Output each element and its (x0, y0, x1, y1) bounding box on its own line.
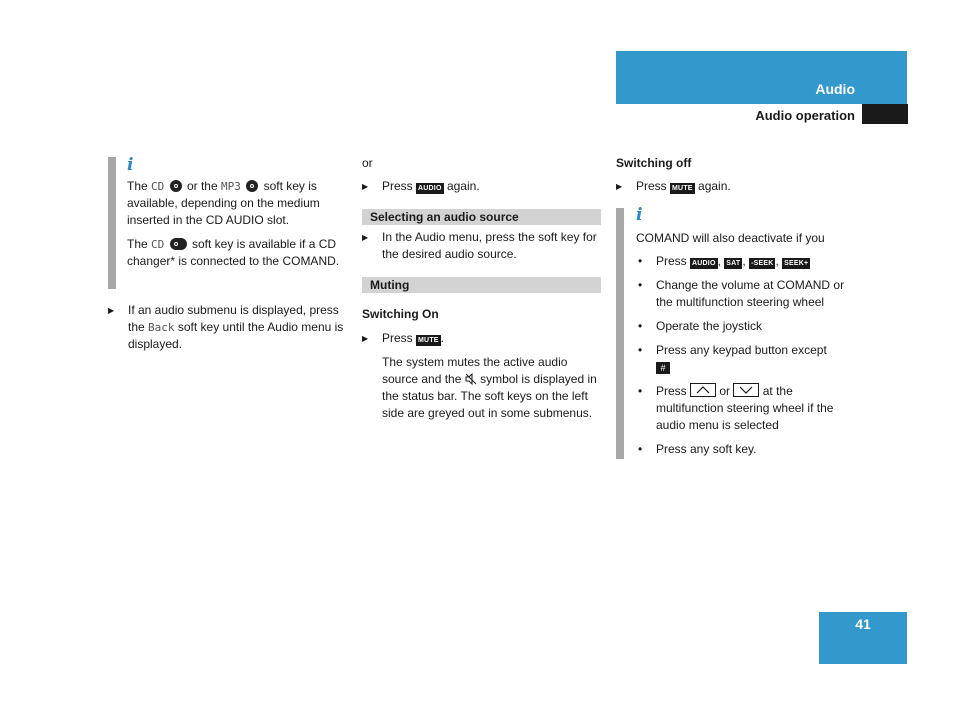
step-item: ▶ Press MUTE . (362, 330, 602, 347)
note-intro: COMAND will also deactivate if you (636, 231, 825, 245)
mute-key-icon: MUTE (418, 337, 439, 344)
step-item: ▶ Press AUDIO again. (362, 178, 602, 195)
step-item: ▶ Press MUTE again. (616, 178, 856, 195)
subheading: Switching On (362, 307, 439, 321)
section-heading: Muting (362, 277, 601, 293)
step-list (108, 302, 348, 353)
step-list (362, 178, 602, 195)
seek-down-key-icon: -SEEK (751, 260, 774, 267)
step-item: ▶ If an audio submenu is displayed, press the Back soft key until the Audio menu is displayed. (108, 302, 348, 353)
section-title: Audio (815, 81, 855, 97)
knob-double-icon (170, 238, 187, 250)
arrow-up-button-icon (690, 383, 716, 397)
bullet-item: • Press any soft key. (636, 441, 858, 458)
note-bar (616, 208, 624, 459)
seek-up-key-icon: SEEK+ (784, 260, 809, 267)
knob-icon (246, 180, 258, 192)
audio-key-icon: AUDIO (418, 185, 442, 192)
section-heading: Selecting an audio source (362, 209, 601, 225)
bullet-item: • Operate the joystick (636, 318, 858, 335)
bullet-item: • Press any keypad button except # (636, 342, 858, 376)
subsection-title: Audio operation (755, 108, 855, 123)
mute-description: The system mutes the active audio source and the symbol is displayed in the status bar. The soft keys on the left side are greyed out in some submenus. (382, 355, 597, 420)
header-marker (862, 104, 908, 124)
speaker-muted-icon (465, 373, 477, 385)
step-item: ▶ In the Audio menu, press the soft key for the desired audio source. (362, 229, 602, 263)
note-paragraph: The CD or the MP3 soft key is available, depending on the medium inserted in the CD AUDIO slot. (127, 179, 320, 227)
bullet-item: • Press or at the multifunction steering wheel if the audio menu is selected (636, 383, 858, 434)
section-header-tab (616, 51, 907, 104)
or-text: or (362, 156, 373, 170)
page-number-tab (819, 612, 907, 664)
knob-icon (170, 180, 182, 192)
info-icon: i (127, 155, 134, 175)
bullet-item: • Change the volume at COMAND or the multifunction steering wheel (636, 277, 858, 311)
note-box-2 (636, 206, 858, 465)
subheading: Switching off (616, 156, 692, 170)
audio-key-icon: AUDIO (692, 260, 716, 267)
step-list (616, 178, 856, 195)
hash-key-icon: # (656, 362, 670, 374)
page-number: 41 (855, 616, 871, 632)
step-list (362, 229, 602, 263)
note-box-1 (127, 156, 347, 270)
mute-key-icon: MUTE (672, 185, 693, 192)
note-paragraph: The CD soft key is available if a CD changer* is connected to the COMAND. (127, 237, 340, 268)
arrow-down-button-icon (733, 383, 759, 397)
info-icon: i (636, 205, 643, 225)
sat-key-icon: SAT (726, 260, 741, 267)
note-bar (108, 157, 116, 289)
bullet-item: • Press AUDIO , SAT , -SEEK , SEEK+ (636, 253, 858, 270)
step-list (362, 330, 602, 347)
